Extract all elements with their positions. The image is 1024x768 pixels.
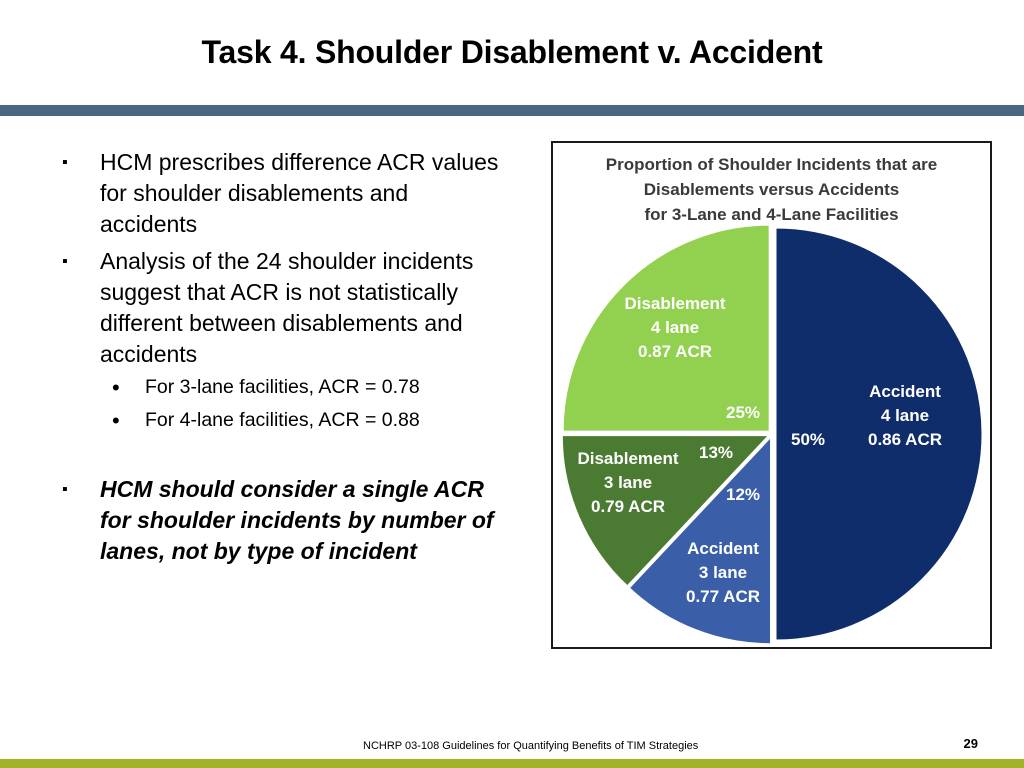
sub-bullet-item bbox=[62, 372, 502, 403]
bullet-item bbox=[62, 246, 502, 370]
bullet-item bbox=[62, 147, 502, 240]
slice-label: 4 lane bbox=[650, 318, 700, 337]
title-divider-bar bbox=[0, 105, 1024, 116]
slice-label: Accident bbox=[687, 539, 759, 558]
bullet-text: HCM prescribes difference ACR values for shoulder disablements and accidents bbox=[100, 149, 499, 237]
emphasis-text: HCM should consider a single ACR for shoulder incidents by number of lanes, not by type of incident bbox=[100, 476, 494, 564]
footer-text: NCHRP 03-108 Guidelines for Quantifying Benefits of TIM Strategies bbox=[363, 740, 699, 752]
slice-percent-label: 50% bbox=[790, 430, 826, 449]
sub-bullet-text: For 4-lane facilities, ACR = 0.88 bbox=[145, 409, 420, 431]
slice-label: 3 lane bbox=[603, 473, 653, 492]
pie-chart bbox=[553, 143, 990, 647]
slice-percent-label: 12% bbox=[725, 485, 761, 504]
sub-bullet-text: For 3-lane facilities, ACR = 0.78 bbox=[145, 376, 420, 398]
emphasis-bullet bbox=[62, 474, 502, 567]
chart-title-line-3: for 3-Lane and 4-Lane Facilities bbox=[644, 205, 899, 224]
slice-label: Disablement bbox=[624, 294, 726, 313]
chart-title-line-1: Proportion of Shoulder Incidents that are bbox=[605, 155, 938, 174]
square-bullet-icon: ▪ bbox=[62, 253, 68, 270]
page-number: 29 bbox=[963, 736, 978, 751]
square-bullet-icon: ▪ bbox=[62, 154, 68, 171]
sub-bullet-item bbox=[62, 405, 502, 436]
footer-bar bbox=[0, 759, 1024, 768]
slice-percent-label: 25% bbox=[725, 403, 761, 422]
slice-label: Accident bbox=[869, 382, 941, 401]
slice-label: Disablement bbox=[577, 449, 679, 468]
slice-label: 3 lane bbox=[698, 563, 748, 582]
slice-label: 4 lane bbox=[880, 406, 930, 425]
slide-title: Task 4. Shoulder Disablement v. Accident bbox=[201, 34, 823, 70]
slice-label: 0.87 ACR bbox=[637, 342, 713, 361]
round-bullet-icon: • bbox=[112, 408, 120, 433]
pie-chart-frame bbox=[551, 141, 992, 649]
bullet-list bbox=[62, 147, 502, 573]
slice-label: 0.77 ACR bbox=[685, 587, 761, 606]
slice-label: 0.79 ACR bbox=[590, 497, 666, 516]
bullet-text: Analysis of the 24 shoulder incidents suggest that ACR is not statistically different between disablements and accidents bbox=[100, 248, 474, 367]
square-bullet-icon: ▪ bbox=[62, 481, 68, 498]
round-bullet-icon: • bbox=[112, 375, 120, 400]
chart-title-line-2: Disablements versus Accidents bbox=[643, 180, 900, 199]
slice-percent-label: 13% bbox=[698, 443, 734, 462]
slice-label: 0.86 ACR bbox=[867, 430, 943, 449]
